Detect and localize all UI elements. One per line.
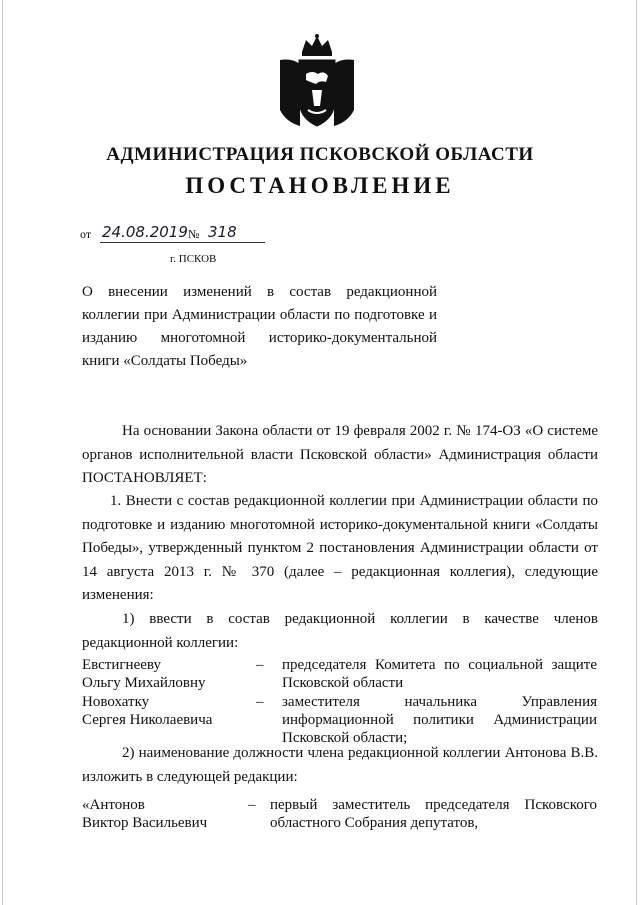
city-label: г. ПСКОВ <box>170 253 217 265</box>
organization-title: АДМИНИСТРАЦИЯ ПСКОВСКОЙ ОБЛАСТИ <box>106 144 534 165</box>
replacement-dash: – <box>248 797 256 813</box>
handwritten-date: 24.08.2019 <box>102 223 188 241</box>
date-underline <box>100 242 265 243</box>
member-role: председателя Комитета по социальной защите Псковской области <box>282 657 597 691</box>
document-type-title: ПОСТАНОВЛЕНИЕ <box>185 173 455 198</box>
date-number-line <box>80 221 265 245</box>
document-subject: О внесении изменений в состав редакционной коллегии при Администрации области по подготовке и изданию многотомной историко-документальной книги «Солдаты Победы» <box>82 284 437 369</box>
member-name: Новохатку Сергея Николаевича <box>82 694 213 728</box>
replacement-name: «Антонов Виктор Васильевич <box>82 797 208 831</box>
pskov-coat-of-arms-icon <box>272 30 362 130</box>
handwritten-number: 318 <box>208 223 237 241</box>
scan-edge-left <box>2 0 3 905</box>
preamble-paragraph: На основании Закона области от 19 февраля 2002 г. № 174-ОЗ «О системе органов исполнительной власти Псковской области» Администрация области ПОСТАНОВЛЯЕТ: <box>82 423 598 486</box>
replacement-role: первый заместитель председателя Псковского областного Собрания депутатов, <box>270 797 597 831</box>
date-label: от <box>80 227 92 241</box>
subitem-1-paragraph: 1) ввести в состав редакционной коллегии в качестве членов редакционной коллегии: <box>82 611 598 651</box>
number-label: № <box>188 227 200 241</box>
item-1-paragraph: 1. Внести с состав редакционной коллегии при Администрации области по подготовке и изданию многотомной историко-документальной книги «Солдаты Победы», утвержденный пунктом 2 постановления Администрации области от 14 августа 2013 г. № 370 (далее – редакционная коллегия), следующие изменения: <box>82 493 598 603</box>
subitem-2-paragraph: 2) наименование должности члена редакционной коллегии Антонова В.В. изложить в следующей редакции: <box>82 745 598 785</box>
scan-edge-right <box>636 0 637 905</box>
member-role: заместителя начальника Управления информационной политики Администрации Псковской области; <box>282 694 597 746</box>
member-dash: – <box>256 657 264 673</box>
member-dash: – <box>256 694 264 710</box>
member-name: Евстигнееву Ольгу Михайловну <box>82 657 206 691</box>
